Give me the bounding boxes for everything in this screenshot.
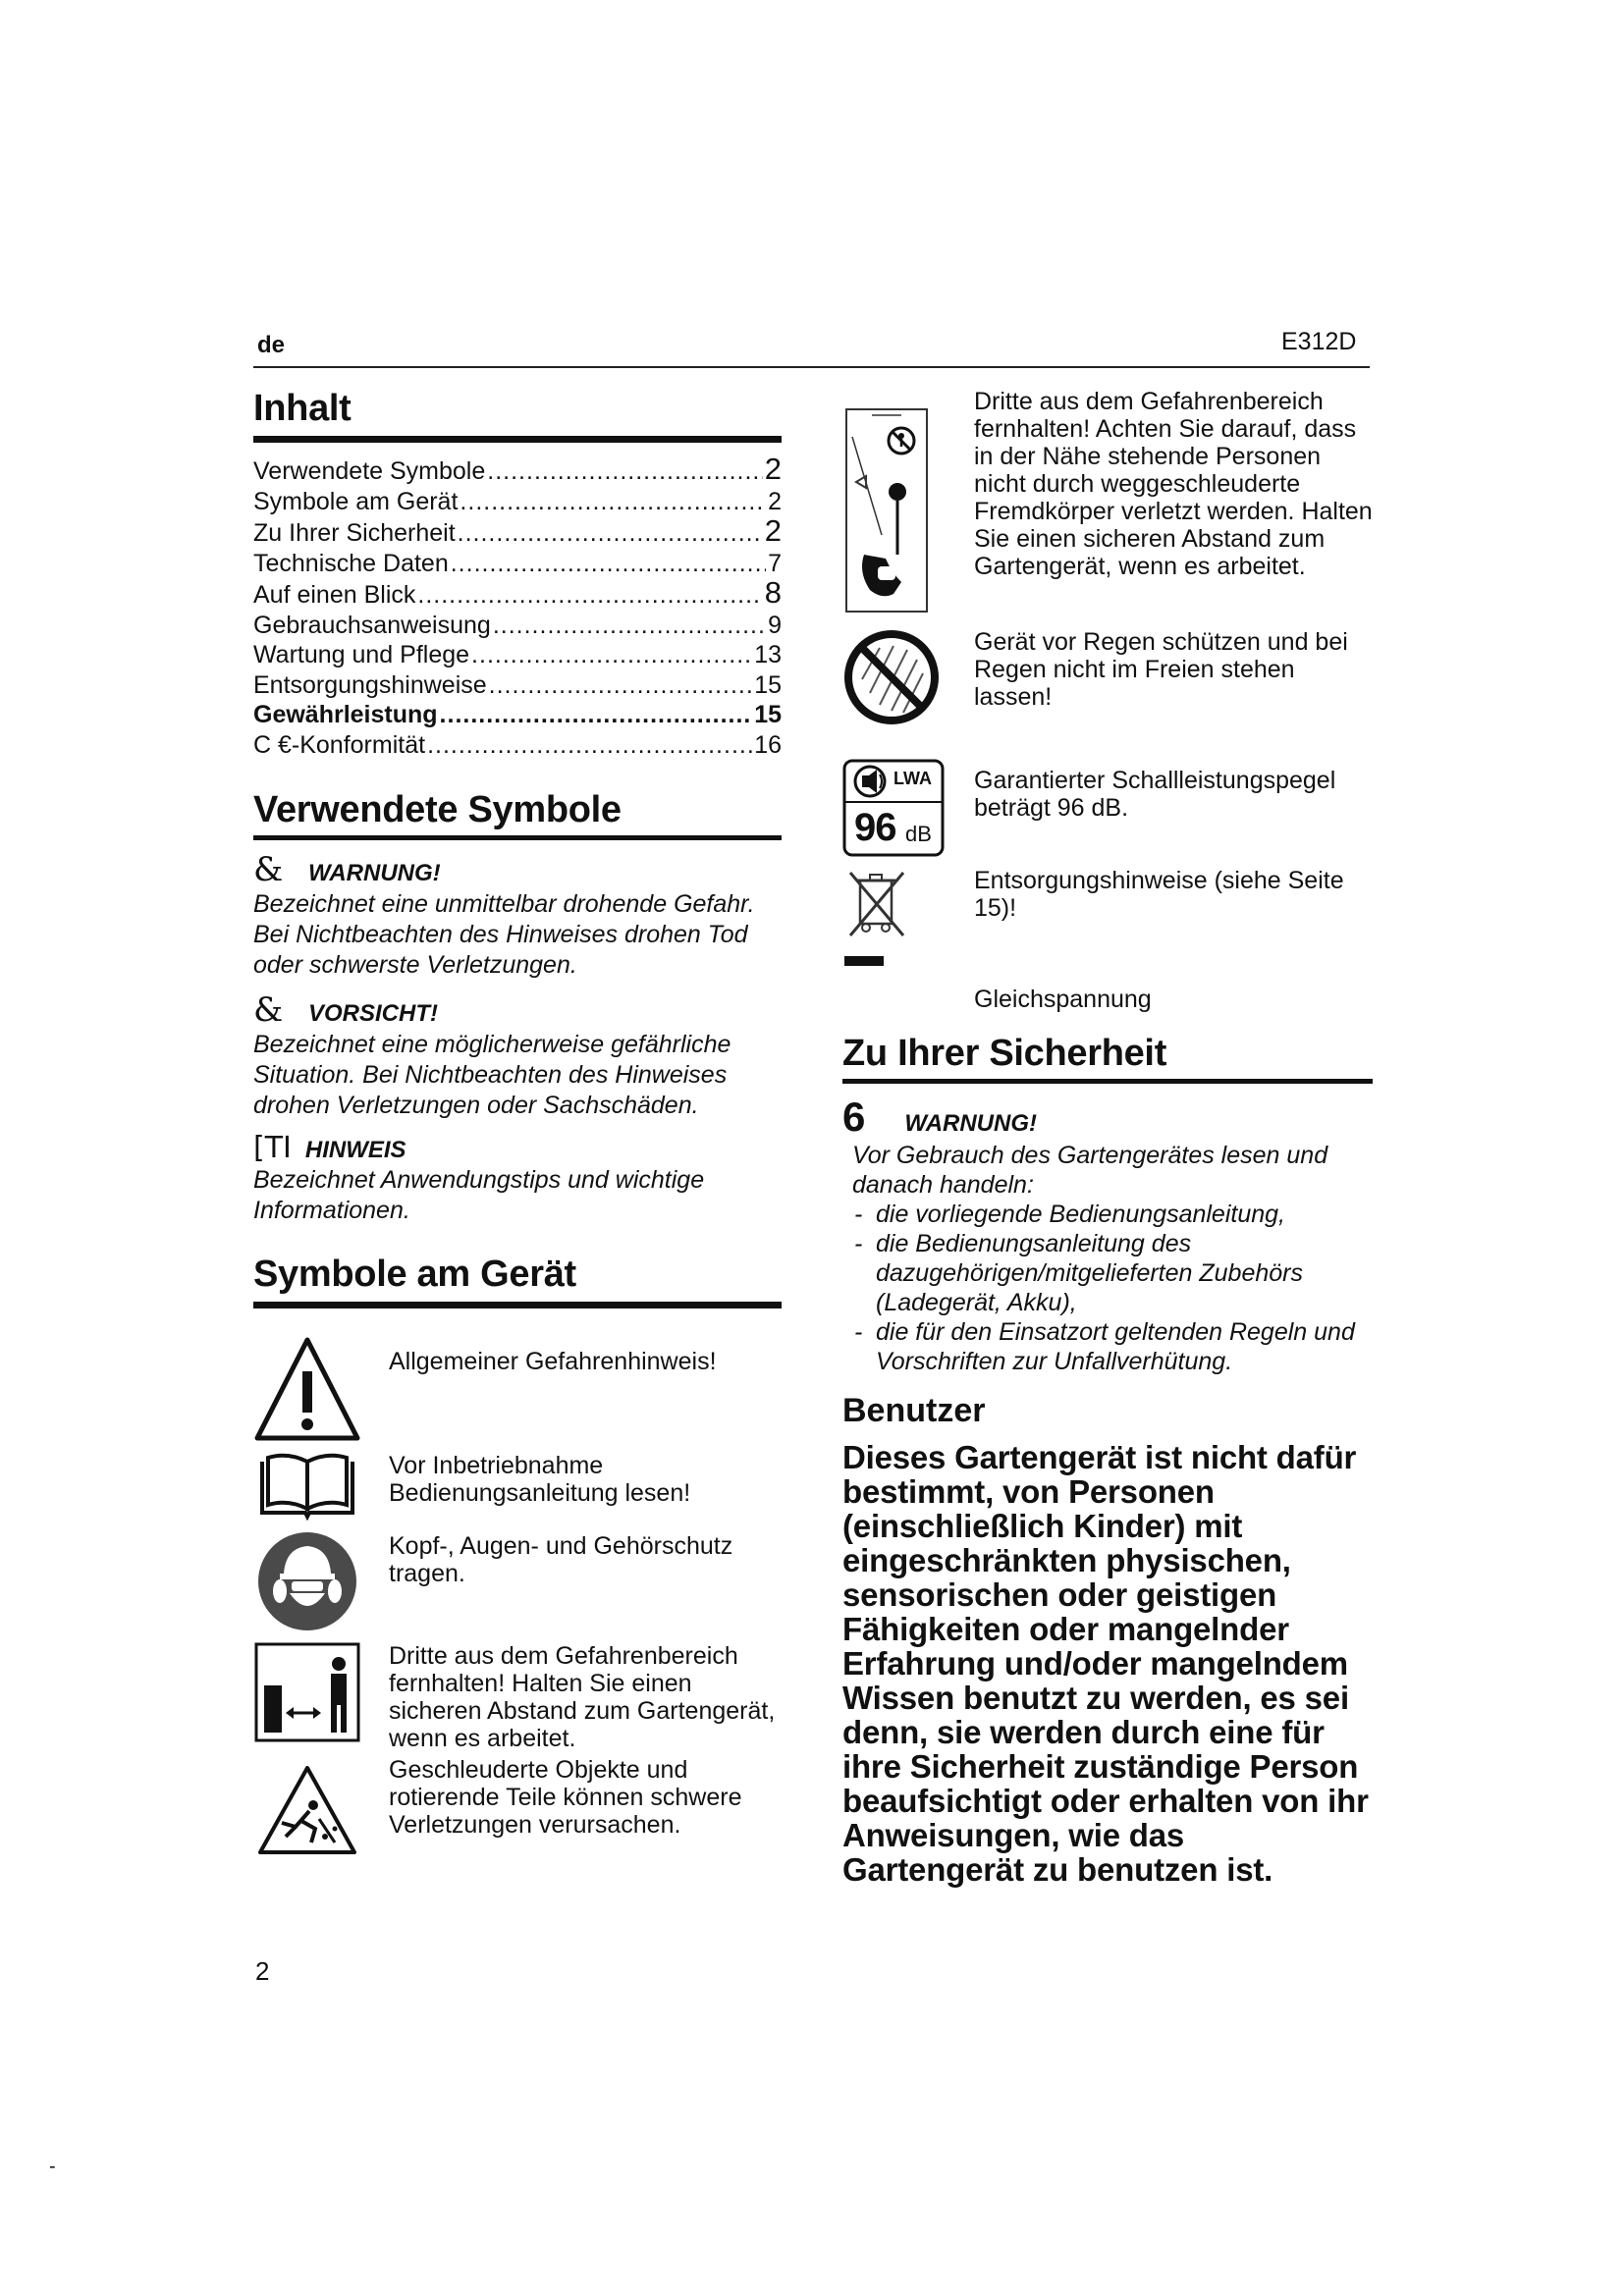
warning-list bbox=[852, 1200, 1373, 1376]
warning-triangle-icon bbox=[253, 1336, 361, 1442]
right-symbol-item bbox=[842, 388, 1373, 618]
right-symbol-text: Dritte aus dem Gefahrenbereich fernhalten! Achten Sie darauf, dass in der Nähe stehende Personen nicht durch weggeschleuderte Fremdkörper verletzt werden. Halten Sie einen sicheren Abstand zum Gartengerät, wenn es arbeitet. bbox=[974, 388, 1373, 580]
safety-warning-body bbox=[842, 1141, 1373, 1376]
sound-level-icon bbox=[842, 759, 960, 857]
header-language: de bbox=[257, 332, 286, 358]
user-text: Dieses Gartengerät ist nicht dafür bestimmt, von Personen (einschließlich Kinder) mit eingeschränkten physischen, sensorischen oder geistigen Fähigkeiten oder mangelnder Erfahrung und/oder mangelndem Wissen benutzt zu werden, es sei denn, sie werden durch eine für ihre Sicherheit zuständige Person beaufsichtigt oder erhalten von ihr Anweisungen, wie das Gartengerät zu benutzen ist. bbox=[842, 1439, 1369, 1888]
device-symbol-text: Allgemeiner Gefahrenhinweis! bbox=[389, 1348, 717, 1375]
no-rain-icon bbox=[842, 628, 960, 731]
page-number: 2 bbox=[255, 1956, 270, 1986]
device-symbol-text: Vor Inbetriebnahme Bedienungsanleitung lesen! bbox=[389, 1452, 691, 1507]
bystander-distance-icon bbox=[842, 407, 960, 618]
notice-text: Bezeichnet eine möglicherweise gefährliche Situation. Bei Nichtbeachten des Hinweises drohen Verletzungen oder Sachschäden. bbox=[253, 1031, 731, 1119]
device-symbols-title: Symbole am Gerät bbox=[253, 1254, 576, 1295]
safety-title: Zu Ihrer Sicherheit bbox=[842, 1033, 1167, 1074]
safety-rule bbox=[842, 1079, 1373, 1084]
device-symbol-text: Kopf-, Augen- und Gehörschutz tragen. bbox=[389, 1532, 733, 1587]
right-symbol-text: Garantierter Schallleistungspegel beträgt 96 dB. bbox=[974, 767, 1336, 822]
disposal-bin-icon bbox=[842, 867, 960, 948]
right-symbol-text: Gerät vor Regen schützen und bei Regen nicht im Freien stehen lassen! bbox=[974, 628, 1348, 711]
device-symbol-item bbox=[253, 1530, 782, 1642]
warning-symbol-icon: & bbox=[253, 850, 284, 889]
right-symbol-item bbox=[842, 759, 1373, 857]
toc-entry[interactable]: Technische Daten ..... 7 bbox=[253, 549, 782, 579]
device-symbol-text: Geschleuderte Objekte und rotierende Teile können schwere Verletzungen verursachen. bbox=[389, 1756, 742, 1839]
toc-entry[interactable]: C €-Konformität ..... 16 bbox=[253, 730, 782, 761]
right-symbol-text: Gleichspannung bbox=[974, 986, 1152, 1013]
right-symbol-item bbox=[842, 948, 1373, 1013]
head-protection-icon bbox=[253, 1530, 361, 1632]
list-item: - die vorliegende Bedienungsanleitung, bbox=[852, 1200, 1373, 1229]
lwa-label: LWA bbox=[893, 769, 932, 788]
right-column bbox=[842, 388, 1373, 1887]
hint-symbol-icon: [TI bbox=[253, 1131, 292, 1165]
manual-book-icon bbox=[253, 1452, 361, 1521]
notice-label: WARNUNG! bbox=[308, 860, 441, 886]
caution-symbol-icon: & bbox=[253, 990, 284, 1030]
device-symbol-text: Dritte aus dem Gefahrenbereich fernhalten! Halten Sie einen sicheren Abstand zum Gartengerät, wenn es arbeitet. bbox=[389, 1642, 776, 1752]
thrown-objects-icon bbox=[253, 1764, 361, 1856]
right-symbol-item bbox=[842, 867, 1373, 948]
warning-number: 6 bbox=[842, 1094, 866, 1140]
toc-entry[interactable]: Auf einen Blick ..... 8 bbox=[253, 578, 782, 611]
notice-text: Bezeichnet Anwendungstips und wichtige Informationen. bbox=[253, 1166, 705, 1224]
contents-title: Inhalt bbox=[253, 388, 352, 429]
toc-entry[interactable]: Verwendete Symbole ..... 2 bbox=[253, 454, 782, 487]
right-symbol-text: Entsorgungshinweise (siehe Seite 15)! bbox=[974, 867, 1344, 922]
header-model: E312D bbox=[1281, 328, 1357, 355]
device-symbol-item bbox=[253, 1756, 782, 1856]
user-title: Benutzer bbox=[842, 1392, 986, 1429]
used-symbols-rule bbox=[253, 835, 782, 840]
sound-level-value: 96 bbox=[854, 806, 896, 849]
notice-text: Bezeichnet eine unmittelbar drohende Gefahr. Bei Nichtbeachten des Hinweises drohen Tod oder schwerste Verletzungen. bbox=[253, 890, 755, 979]
notice-warning bbox=[253, 850, 782, 981]
footer-mark: - bbox=[49, 2156, 56, 2177]
toc-entry[interactable]: Wartung und Pflege ..... 13 bbox=[253, 640, 782, 670]
sound-level-unit: dB bbox=[905, 822, 932, 846]
dc-voltage-icon bbox=[842, 948, 960, 975]
toc-entry[interactable]: Symbole am Gerät ..... 2 bbox=[253, 487, 782, 517]
list-item: - die für den Einsatzort geltenden Regeln und Vorschriften zur Unfallverhütung. bbox=[852, 1317, 1373, 1376]
notice-caution bbox=[253, 990, 782, 1121]
toc-entry[interactable]: Zu Ihrer Sicherheit ..... 2 bbox=[253, 516, 782, 549]
notice-label: HINWEIS bbox=[304, 1137, 406, 1163]
device-symbols-list bbox=[253, 1336, 782, 1856]
safety-warning-head bbox=[842, 1094, 1373, 1141]
warning-label: WARNUNG! bbox=[904, 1110, 1038, 1137]
device-symbol-item bbox=[253, 1336, 782, 1452]
table-of-contents bbox=[253, 454, 782, 760]
header-divider bbox=[253, 366, 1370, 368]
notice-hint bbox=[253, 1131, 782, 1226]
toc-entry[interactable]: Gewährleistung ..... 15 bbox=[253, 700, 782, 730]
used-symbols-title: Verwendete Symbole bbox=[253, 789, 622, 830]
keep-distance-icon bbox=[253, 1642, 361, 1742]
left-column bbox=[253, 388, 782, 1856]
list-item: - die Bedienungsanleitung des dazugehörigen/mitgelieferten Zubehörs (Ladegerät, Akku), bbox=[852, 1229, 1373, 1317]
device-symbol-item bbox=[253, 1452, 782, 1530]
device-symbols-rule bbox=[253, 1302, 782, 1308]
warning-intro: Vor Gebrauch des Gartengerätes lesen und danach handeln: bbox=[852, 1142, 1328, 1199]
device-symbol-item bbox=[253, 1642, 782, 1764]
right-symbol-item bbox=[842, 628, 1373, 731]
toc-entry[interactable]: Entsorgungshinweise ..... 15 bbox=[253, 670, 782, 701]
notice-label: VORSICHT! bbox=[308, 1000, 438, 1027]
contents-rule bbox=[253, 436, 782, 443]
toc-entry[interactable]: Gebrauchsanweisung ..... 9 bbox=[253, 611, 782, 641]
